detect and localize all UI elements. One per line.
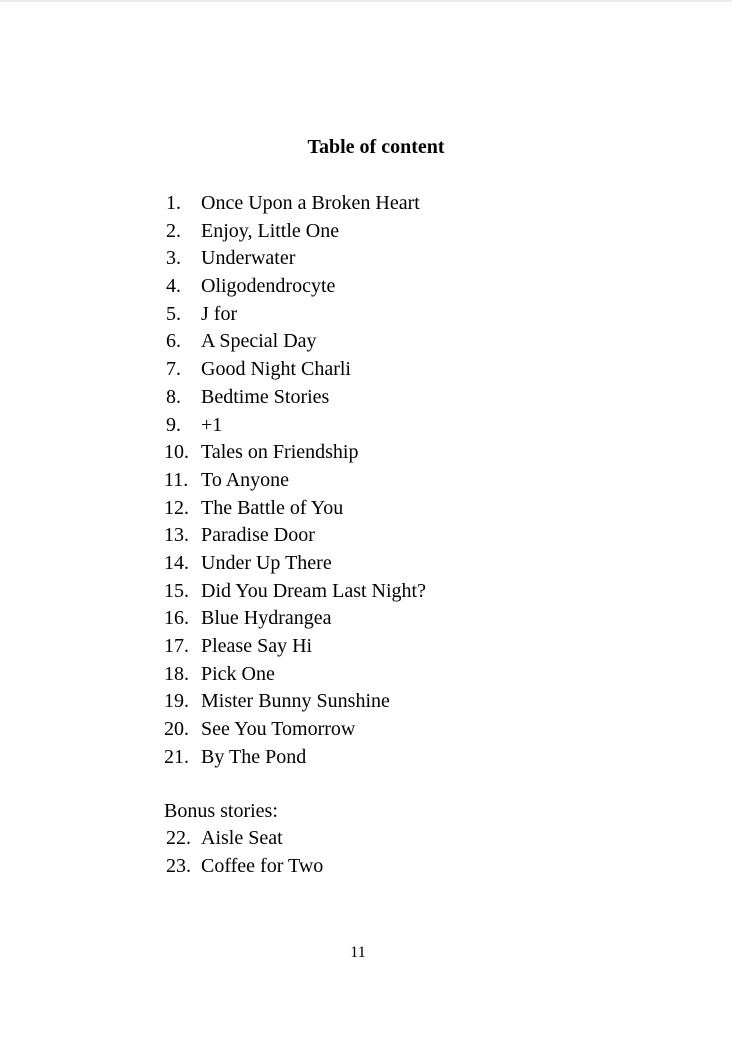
- toc-entry-number: 10.: [164, 441, 189, 464]
- toc-entry: [164, 744, 426, 772]
- toc-entry-number: 11.: [164, 468, 189, 491]
- toc-entry-number: 20.: [164, 718, 189, 741]
- toc-entry-title: Tales on Friendship: [201, 441, 359, 464]
- toc-entry-title: Bedtime Stories: [201, 385, 330, 408]
- toc-entry-number: 18.: [164, 662, 189, 685]
- toc-entry-title: Did You Dream Last Night?: [201, 579, 426, 602]
- toc-entry-title: Mister Bunny Sunshine: [201, 690, 390, 713]
- toc-entry-number: 21.: [164, 745, 189, 768]
- toc-entry-number: 16.: [164, 607, 189, 630]
- toc-entry-title: By The Pond: [201, 745, 307, 768]
- toc-entry-number: 1.: [166, 192, 181, 214]
- toc-entry-title: To Anyone: [201, 468, 290, 491]
- toc-entry: [164, 716, 426, 744]
- toc-entry: [164, 218, 426, 246]
- toc-entry-title: Good Night Charli: [201, 358, 351, 381]
- bonus-entry-number: 22.: [166, 827, 191, 849]
- toc-entry: [164, 467, 426, 495]
- toc-entry-number: 12.: [164, 496, 189, 519]
- bonus-stories-list: [166, 825, 323, 880]
- bonus-entry: [166, 853, 323, 881]
- toc-entry-number: 5.: [166, 302, 181, 325]
- toc-entry: [164, 550, 426, 578]
- bonus-entry: [166, 825, 323, 853]
- toc-entry-title: Under Up There: [201, 551, 332, 574]
- toc-entry-title: Once Upon a Broken Heart: [201, 192, 420, 214]
- toc-list: [164, 190, 426, 771]
- toc-entry-title: +1: [201, 413, 223, 436]
- bonus-entry-title: Aisle Seat: [201, 827, 283, 849]
- toc-entry-title: A Special Day: [201, 330, 317, 353]
- toc-entry-number: 2.: [166, 219, 181, 242]
- bonus-entry-number: 23.: [166, 854, 191, 877]
- toc-entry: [164, 301, 426, 329]
- toc-entry-title: Paradise Door: [201, 524, 315, 547]
- toc-entry: [164, 578, 426, 606]
- toc-entry-number: 13.: [164, 524, 189, 547]
- toc-entry-number: 9.: [166, 413, 181, 436]
- toc-entry: [164, 356, 426, 384]
- bonus-entry-title: Coffee for Two: [201, 854, 324, 877]
- toc-entry: [164, 384, 426, 412]
- toc-entry: [164, 688, 426, 716]
- toc-entry-number: 8.: [166, 385, 181, 408]
- toc-entry-title: Oligodendrocyte: [201, 275, 336, 298]
- toc-entry-title: J for: [201, 302, 238, 325]
- toc-title: Table of content: [307, 136, 445, 158]
- toc-entry-title: Blue Hydrangea: [201, 607, 332, 630]
- toc-entry: [164, 661, 426, 689]
- toc-entry: [164, 633, 426, 661]
- toc-entry-number: 3.: [166, 247, 181, 270]
- toc-entry-number: 19.: [164, 690, 189, 713]
- bonus-stories-heading: Bonus stories:: [164, 800, 278, 822]
- toc-entry-number: 14.: [164, 551, 189, 574]
- toc-entry-title: The Battle of You: [201, 496, 344, 519]
- toc-entry: [164, 412, 426, 440]
- toc-entry: [164, 439, 426, 467]
- toc-entry: [164, 328, 426, 356]
- toc-entry: [164, 190, 426, 218]
- toc-entry-title: Please Say Hi: [201, 635, 313, 657]
- toc-entry-number: 7.: [166, 358, 181, 381]
- toc-entry: [164, 273, 426, 301]
- toc-entry-title: Pick One: [201, 662, 275, 685]
- toc-entry-title: Underwater: [201, 247, 296, 270]
- toc-entry: [164, 522, 426, 550]
- toc-entry-title: See You Tomorrow: [201, 718, 356, 741]
- toc-entry: [164, 605, 426, 633]
- toc-entry-number: 4.: [166, 275, 181, 298]
- toc-entry-title: Enjoy, Little One: [201, 219, 340, 242]
- toc-entry: [164, 245, 426, 273]
- toc-entry-number: 15.: [164, 579, 189, 602]
- page-top-edge: [0, 0, 732, 2]
- toc-entry: [164, 495, 426, 523]
- page-number: 11: [350, 944, 366, 961]
- toc-entry-number: 6.: [166, 330, 181, 353]
- toc-entry-number: 17.: [164, 635, 189, 657]
